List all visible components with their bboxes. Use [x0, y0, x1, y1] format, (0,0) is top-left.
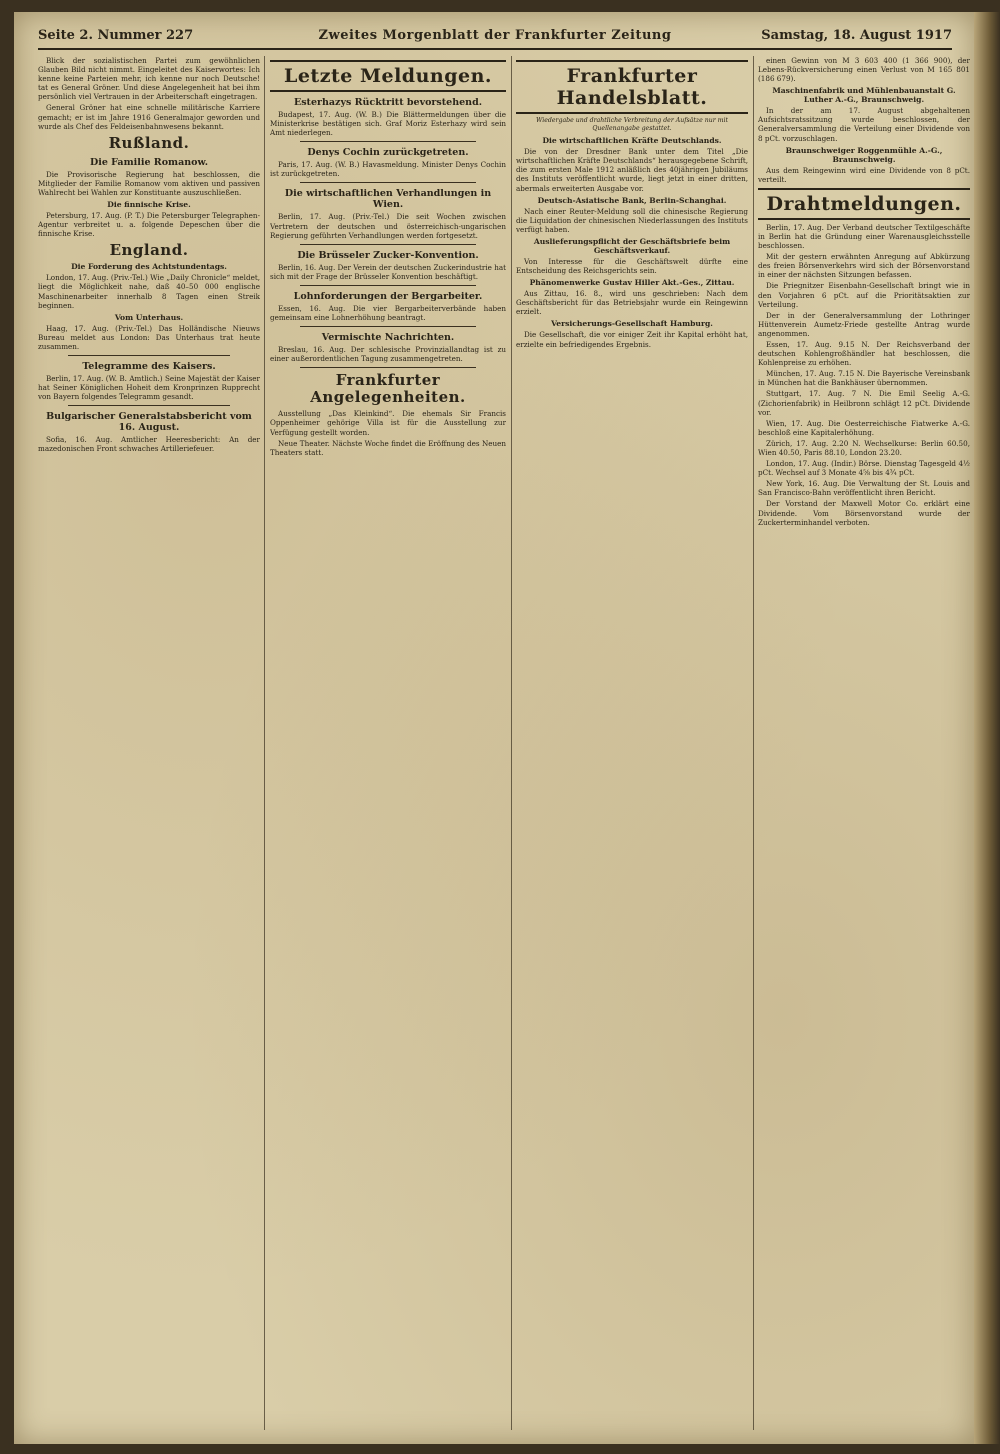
divider	[300, 244, 476, 245]
divider	[68, 405, 230, 406]
article-subheading: Maschinenfabrik und Mühlenbauanstalt G. Luther A.-G., Braunschweig.	[772, 86, 956, 105]
article-text: London, 17. Aug. (Priv.-Tel.) Wie „Daily Chronicle“ meldet, liegt die Möglichkeit nahe, daß 40–50 000 englische Maschinenarbeiter innerhalb 8 Tagen einen Streik beginnen.	[38, 273, 260, 310]
reprint-notice: Wiedergabe und drahtliche Verbreitung der Aufsätze nur mit Quellenangabe gestattet.	[536, 117, 728, 132]
article-subheading: Versicherungs-Gesellschaft Hamburg.	[551, 319, 713, 329]
article-text: Stuttgart, 17. Aug. 7 N. Die Emil Seelig A.-G. (Zichorienfabrik) in Heilbronn schlägt 12 pCt. Dividende vor.	[758, 389, 970, 417]
section-heading: Frankfurter Handelsblatt.	[516, 60, 748, 114]
divider	[300, 182, 476, 183]
article-text: Aus dem Reingewinn wird eine Dividende von 8 pCt. verteilt.	[758, 165, 970, 184]
divider	[300, 326, 476, 327]
section-heading: Drahtmeldungen.	[758, 188, 970, 220]
article-text: Berlin, 17. Aug. (Priv.-Tel.) Die seit Wochen zwischen Vertretern der deutschen und österreichisch-ungarischen Regierung geführten Verhandlungen werden fortgesetzt.	[270, 212, 506, 240]
article-text: Von Interesse für die Geschäftswelt dürfte eine Entscheidung des Reichsgerichts sein.	[516, 256, 748, 276]
issue-date: Samstag, 18. August 1917	[761, 28, 952, 43]
article-text: Paris, 17. Aug. (W. B.) Havasmeldung. Minister Denys Cochin ist zurückgetreten.	[270, 160, 506, 179]
article-text: Die Priegnitzer Eisenbahn-Gesellschaft bringt wie in den Vorjahren 6 pCt. auf die Prioritätsaktien zur Verteilung.	[758, 281, 970, 309]
article-text: Haag, 17. Aug. (Priv.-Tel.) Das Holländische Nieuws Bureau meldet aus London: Das Unterhaus trat heute zusammen.	[38, 323, 260, 351]
column-politics	[38, 56, 260, 1430]
article-subheading: Vom Unterhaus.	[114, 312, 184, 322]
article-text: Ausstellung „Das Kleinkind“. Die ehemals Sir Francis Oppenheimer gehörige Villa ist für die Ausstellung zur Verfügung gestellt worden.	[270, 409, 506, 437]
column-wire-reports	[758, 56, 970, 1430]
article-text: Blick der sozialistischen Partei zum gewöhnlichen Glauben Bild nicht nimmt. Eingeleitet des Kaiserwortes: Ich kenne keine Parteien mehr, ich kenne nur noch Deutsche! tat es General Gröner. Und diese Angelegenheit hat bei ihm persönlich viel Vertrauen in der Arbeiterschaft eingetragen.	[38, 56, 260, 102]
article-heading: Die wirtschaftlichen Verhandlungen in Wien.	[284, 188, 492, 211]
section-heading: Frankfurter Angelegenheiten.	[310, 371, 466, 407]
newspaper-page	[14, 12, 974, 1444]
article-text: Der Vorstand der Maxwell Motor Co. erklärt eine Dividende. Vom Börsenvorstand wurde der Zuckerterminhandel verboten.	[758, 499, 970, 527]
article-subheading: Deutsch-Asiatische Bank, Berlin-Schanghai.	[537, 195, 727, 205]
article-text: Essen, 17. Aug. 9.15 N. Der Reichsverband der deutschen Kohlengroßhändler hat beschlossen, die Kohlenpreise zu erhöhen.	[758, 339, 970, 368]
masthead	[38, 26, 952, 50]
divider	[68, 355, 230, 356]
article-text: Petersburg, 17. Aug. (P. T.) Die Petersburger Telegraphen-Agentur verbreitet u. a. folgende Depeschen über die finnische Krise.	[38, 211, 260, 239]
article-heading: Lohnforderungen der Bergarbeiter.	[293, 290, 483, 302]
article-subheading: Die finnische Krise.	[107, 200, 191, 210]
article-heading: Esterhazys Rücktritt bevorstehend.	[293, 97, 483, 108]
article-text: Breslau, 16. Aug. Der schlesische Provinziallandtag ist zu einer außerordentlichen Tagung zusammengetreten.	[270, 345, 506, 364]
article-text: Mit der gestern erwähnten Anregung auf Abkürzung des freien Börsenverkehrs wird sich der Börsenvorstand in einer der nächsten Sitzungen befassen.	[758, 252, 970, 280]
article-text: London, 17. Aug. (Indir.) Börse. Dienstag Tagesgeld 4½ pCt. Wechsel auf 3 Monate 4⅝ bis 4¾ pCt.	[758, 459, 970, 478]
section-heading: Rußland.	[108, 133, 190, 152]
newspaper-title: Zweites Morgenblatt der Frankfurter Zeitung	[318, 28, 672, 43]
book-spine	[974, 12, 1000, 1444]
article-subheading: Die wirtschaftlichen Kräfte Deutschlands.	[542, 136, 722, 146]
article-text: Budapest, 17. Aug. (W. B.) Die Blättermeldungen über die Ministerkrise bestätigen sich. Graf Moriz Esterhazy wird sein Amt niederlegen.	[270, 110, 506, 138]
article-heading: Die Brüsseler Zucker-Konvention.	[297, 249, 479, 261]
article-heading: Vermischte Nachrichten.	[321, 332, 455, 344]
article-text: Neue Theater. Nächste Woche findet die Eröffnung des Neuen Theaters statt.	[270, 438, 506, 457]
column-rule	[753, 56, 754, 1430]
article-text: Berlin, 17. Aug. (W. B. Amtlich.) Seine Majestät der Kaiser hat Seiner Königlichen Hoheit dem Kronprinzen Rupprecht von Bayern folgendes Telegramm gesandt.	[38, 373, 260, 402]
section-heading: Letzte Meldungen.	[270, 60, 506, 92]
section-heading: England.	[109, 241, 189, 260]
page-number: Seite 2. Nummer 227	[38, 28, 194, 43]
article-subheading: Auslieferungspflicht der Geschäftsbriefe beim Geschäftsverkauf.	[533, 236, 731, 255]
article-subheading: Die Forderung des Achtstundentags.	[71, 262, 227, 272]
column-commerce	[516, 56, 748, 1430]
article-text: Wien, 17. Aug. Die Oesterreichische Fiatwerke A.-G. beschloß eine Kapitalerhöhung.	[758, 418, 970, 437]
article-text: General Gröner hat eine schnelle militärische Karriere gemacht; er ist im Jahre 1916 Generalmajor geworden und wurde als Chef des Feldeisenbahnwesens bekannt.	[38, 103, 260, 131]
article-text: Berlin, 16. Aug. Der Verein der deutschen Zuckerindustrie hat sich mit der Frage der Brüsseler Konvention beschäftigt.	[270, 262, 506, 281]
divider	[300, 285, 476, 286]
article-heading: Die Familie Romanow.	[89, 156, 209, 168]
column-rule	[264, 56, 265, 1430]
article-text: München, 17. Aug. 7.15 N. Die Bayerische Vereinsbank in München hat die Bankhäuser übernommen.	[758, 369, 970, 388]
article-text: In der am 17. August abgehaltenen Aufsichtsratssitzung wurde beschlossen, der Generalversammlung die Verteilung einer Dividende von 8 pCt. vorzuschlagen.	[758, 106, 970, 143]
divider	[300, 141, 476, 142]
article-subheading: Phänomenwerke Gustav Hiller Akt.-Ges., Zittau.	[529, 278, 735, 288]
article-text: Nach einer Reuter-Meldung soll die chinesische Regierung die Liquidation der chinesischen Niederlassungen des Instituts verfügt haben.	[516, 206, 748, 234]
article-text: Die Provisorische Regierung hat beschlossen, die Mitglieder der Familie Romanow vom aktiven und passiven Wahlrecht bei Wahlen zur Konstituante auszuschließen.	[38, 169, 260, 197]
article-heading: Bulgarischer Generalstabsbericht vom 16. August.	[46, 411, 252, 434]
article-heading: Telegramme des Kaisers.	[82, 360, 216, 372]
article-text: Die von der Dresdner Bank unter dem Titel „Die wirtschaftlichen Kräfte Deutschlands“ herausgegebene Schrift, die zum ersten Male 1912 anläßlich des 40jährigen Jubiläums des Instituts veröffentlicht wurde, liegt jetzt in einer dritten, abermals erweiterten Ausgabe vor.	[516, 147, 748, 193]
article-text: Aus Zittau, 16. 8., wird uns geschrieben: Nach dem Geschäftsbericht für das Betriebsjahr wurde ein Reingewinn erzielt.	[516, 289, 748, 317]
column-latest-news	[270, 56, 506, 1430]
article-text: Essen, 16. Aug. Die vier Bergarbeiterverbände haben gemeinsam eine Lohnerhöhung beantragt.	[270, 303, 506, 323]
article-heading: Denys Cochin zurückgetreten.	[307, 147, 469, 159]
article-text: Sofia, 16. Aug. Amtlicher Heeresbericht: An der mazedonischen Front schwaches Artilleriefeuer.	[38, 435, 260, 454]
article-text: Der in der Generalversammlung der Lothringer Hüttenverein Aumetz-Friede gestellte Antrag wurde angenommen.	[758, 310, 970, 338]
column-rule	[511, 56, 512, 1430]
article-text: einen Gewinn von M 3 603 400 (1 366 900), der Lebens-Rückversicherung einen Verlust von M 165 801 (186 679).	[758, 56, 970, 84]
article-text: Zürich, 17. Aug. 2.20 N. Wechselkurse: Berlin 60.50, Wien 40.50, Paris 88.10, London 23.20.	[758, 438, 970, 457]
article-text: Die Gesellschaft, die vor einiger Zeit ihr Kapital erhöht hat, erzielte ein befriedigendes Ergebnis.	[516, 330, 748, 349]
divider	[300, 367, 476, 368]
article-text: Berlin, 17. Aug. Der Verband deutscher Textilgeschäfte in Berlin hat die Gründung einer Warenausgleichsstelle beschlossen.	[758, 222, 970, 251]
article-text: New York, 16. Aug. Die Verwaltung der St. Louis and San Francisco-Bahn veröffentlicht ihren Bericht.	[758, 479, 970, 498]
article-subheading: Braunschweiger Roggenmühle A.-G., Braunschweig.	[785, 145, 943, 164]
